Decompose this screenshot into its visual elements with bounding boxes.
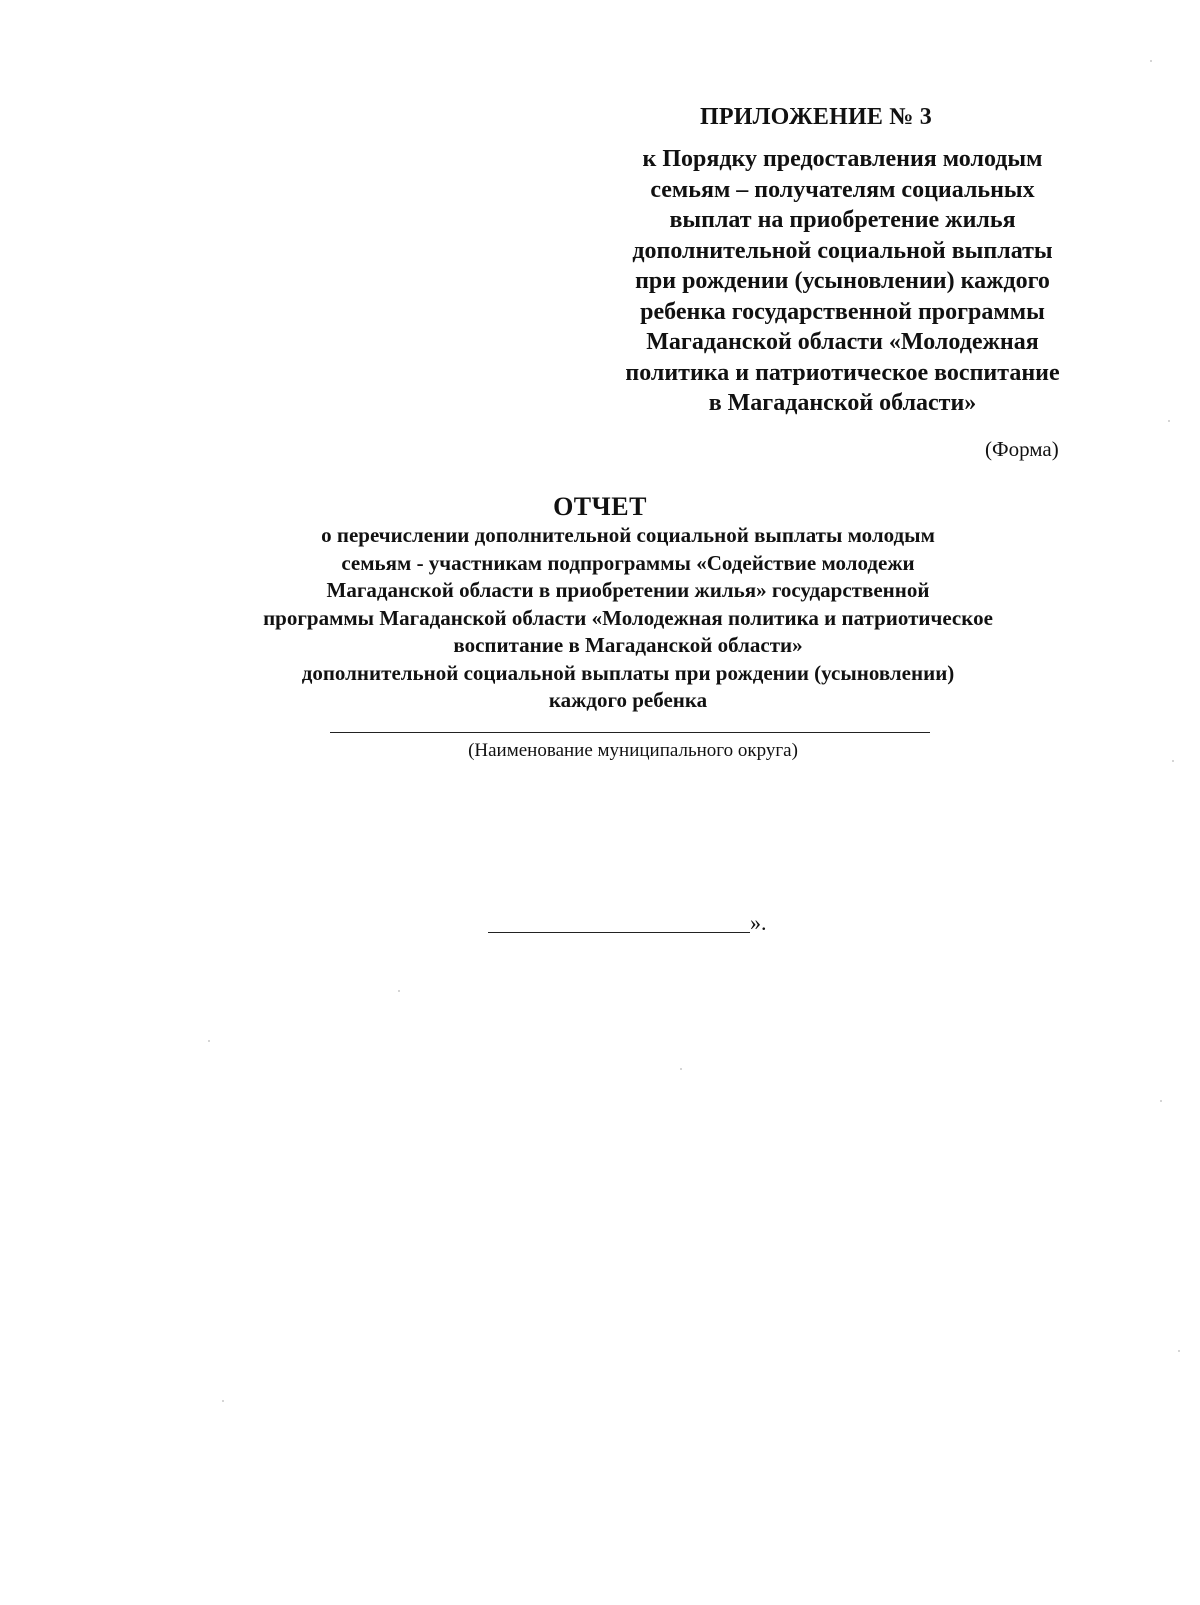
municipality-caption: (Наименование муниципального округа) — [468, 740, 798, 761]
appendix-line: при рождении (усыновлении) каждого — [635, 268, 1050, 294]
scan-speck — [1160, 1100, 1162, 1102]
appendix-line: дополнительной социальной выплаты — [632, 237, 1053, 264]
report-line: о перечислении дополнительной социальной выплаты молодым — [321, 523, 935, 547]
appendix-title: ПРИЛОЖЕНИЕ № 3 — [700, 104, 932, 130]
report-line: программы Магаданской области «Молодежная политика и патриотическое — [263, 605, 993, 630]
municipality-name-line — [330, 732, 930, 733]
report-line: каждого ребенка — [548, 688, 708, 712]
scan-speck — [680, 1068, 682, 1070]
blank-underline — [488, 932, 750, 933]
form-note: (Форма) — [985, 437, 1059, 461]
report-line: дополнительной социальной выплаты при рождении (усыновлении) — [301, 660, 955, 685]
appendix-line: политика и патриотическое воспитание — [625, 359, 1060, 386]
appendix-line: в Магаданской области» — [708, 390, 977, 416]
report-line: воспитание в Магаданской области» — [453, 633, 803, 657]
appendix-line: семьям – получателям социальных — [650, 176, 1035, 203]
scan-speck — [1150, 60, 1152, 62]
appendix-line: Магаданской области «Молодежная — [646, 329, 1039, 355]
appendix-line: к Порядку предоставления молодым — [642, 146, 1043, 172]
report-subtitle — [0, 522, 1200, 715]
scan-speck — [222, 1400, 224, 1402]
appendix-line: ребенка государственной программы — [640, 298, 1045, 325]
scan-speck — [208, 1040, 210, 1042]
report-line: семьям - участникам подпрограммы «Содействие молодежи — [341, 550, 915, 575]
report-title: ОТЧЕТ — [553, 492, 647, 521]
scan-speck — [1178, 1350, 1180, 1352]
scan-speck — [398, 990, 400, 992]
closing-quote-mark: ». — [750, 910, 767, 935]
report-line: Магаданской области в приобретении жилья» государственной — [326, 578, 930, 602]
scan-speck — [1168, 420, 1170, 422]
appendix-subtitle — [575, 144, 1110, 419]
appendix-line: выплат на приобретение жилья — [669, 207, 1016, 233]
scan-speck — [1172, 760, 1174, 762]
